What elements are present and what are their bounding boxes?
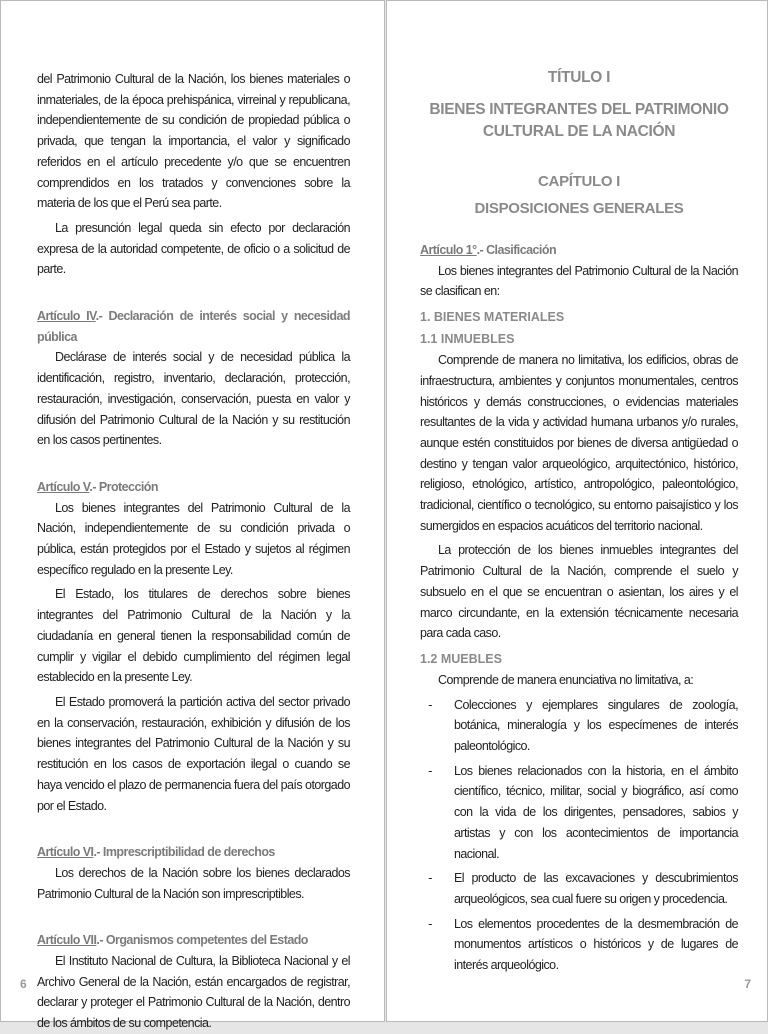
article-vii-paragraph: El Instituto Nacional de Cultura, la Biblioteca Nacional y el Archivo General de la Nación, están encargados de registrar, declarar y proteger el Patrimonio Cultural de la Nación, dentro de los ámbitos de su competencia. xyxy=(37,954,350,1031)
list-item xyxy=(420,914,738,976)
article-vi-heading xyxy=(37,842,350,863)
article-v-paragraph-2: El Estado, los titulares de derechos sobre bienes integrantes del Patrimonio Cultural de la Nación y la ciudadanía en general tienen la responsabilidad común de cumplir y vigilar el debido cumplimiento del régimen legal establecido en la presente Ley. xyxy=(37,587,350,685)
continued-paragraph: del Patrimonio Cultural de la Nación, los bienes materiales o inmateriales, de la época prehispánica, virreinal y republicana, independientemente de su condición de propiedad pública o privada, que tengan la importancia, el valor y significado referidos en el artículo precedente y/o que se encuentren comprendidos en los tratados y convenciones sobre la materia de los que el Perú sea parte. xyxy=(37,72,350,211)
article-iv-label: Artículo IV xyxy=(37,309,96,324)
article-v-paragraph-3: El Estado promoverá la partición activa del sector privado en la conservación, restauración, exhibición y difusión de los bienes integrantes del Patrimonio Cultural de la Nación y su restitución en los casos de exportación ilegal o cuando se haya vencido el plazo de permanencia fuera del país otorgado por el Estado. xyxy=(37,694,350,813)
titulo-name-line-1: BIENES INTEGRANTES DEL PATRIMONIO xyxy=(429,101,729,118)
article-vi-paragraph: Los derechos de la Nación sobre los bienes declarados Patrimonio Cultural de la Nación son imprescriptibles. xyxy=(37,865,350,901)
muebles-list xyxy=(420,695,738,976)
titulo-name-line-2: CULTURAL DE LA NACIÓN xyxy=(482,123,676,140)
page-number-right: 7 xyxy=(744,977,751,991)
list-item xyxy=(420,868,738,909)
right-page xyxy=(386,0,768,1022)
presuncion-paragraph: La presunción legal queda sin efecto por declaración expresa de la autoridad competente, de oficio o a solicitud de parte. xyxy=(37,220,350,277)
article-vii-heading xyxy=(37,930,350,951)
article-v-label: Artículo V xyxy=(37,479,90,494)
section-muebles: 1.2 MUEBLES xyxy=(420,651,502,666)
left-column xyxy=(37,69,350,1034)
article-1-label: Artículo 1° xyxy=(420,243,477,257)
article-vii-label: Artículo VII xyxy=(37,933,97,948)
capitulo-heading: CAPÍTULO I xyxy=(538,173,620,190)
left-page xyxy=(0,0,385,1031)
article-1-heading xyxy=(420,240,738,261)
list-item-text: Colecciones y ejemplares singulares de zoología, botánica, mineralogía y los especímenes de interés paleontológico. xyxy=(454,697,738,754)
article-vi-title: .- Imprescriptibilidad de derechos xyxy=(93,845,275,860)
article-1-paragraph: Los bienes integrantes del Patrimonio Cultural de la Nación se clasifican en: xyxy=(420,263,738,299)
section-inmuebles: 1.1 INMUEBLES xyxy=(420,332,515,347)
inmuebles-paragraph-2: La protección de los bienes inmuebles integrantes del Patrimonio Cultural de la Nación, comprende el suelo y subsuelo en el que se encuentran o asientan, los aires y el marco circundante, en la extensión técnicamente necesaria para cada caso. xyxy=(420,543,738,641)
article-iv-paragraph: Declárase de interés social y de necesidad pública la identificación, registro, inventario, declaración, protección, restauración, investigación, conservación, puesta en valor y difusión del Patrimonio Cultural de la Nación y su restitución en los casos pertinentes. xyxy=(37,350,350,448)
capitulo-name: DISPOSICIONES GENERALES xyxy=(474,200,684,217)
list-item-text: El producto de las excavaciones y descubrimientos arqueológicos, sea cual fuere su origen y procedencia. xyxy=(454,871,738,906)
dash-bullet: - xyxy=(428,916,432,931)
inmuebles-paragraph-1: Comprende de manera no limitativa, los edificios, obras de infraestructura, ambientes y conjuntos monumentales, centros históricos y demás construcciones, o evidencias materiales resultantes de la vida y actividad humana urbanos y/o rurales, aunque estén constituidos por bienes de diversa antigüedad o destino y tengan valor arqueológico, arquitectónico, histórico, religioso, etnológico, artístico, antropológico, paleontológico, tradicional, científico o tecnológico, su entorno paisajístico y los sumergidos en espacios acuáticos del territorio nacional. xyxy=(420,353,738,533)
list-item xyxy=(420,761,738,865)
dash-bullet: - xyxy=(428,871,432,886)
article-vi-label: Artículo VI xyxy=(37,845,94,860)
article-iv-heading xyxy=(37,306,350,347)
muebles-intro: Comprende de manera enunciativa no limitativa, a: xyxy=(438,672,694,687)
section-bienes-materiales: 1. BIENES MATERIALES xyxy=(420,310,565,325)
list-item-text: Los elementos procedentes de la desmembración de monumentos artísticos o históricos y de lugares de interés arqueológico. xyxy=(454,916,738,973)
dash-bullet: - xyxy=(428,697,432,712)
titulo-heading: TÍTULO I xyxy=(547,69,611,86)
article-v-paragraph-1: Los bienes integrantes del Patrimonio Cultural de la Nación, independientemente de su condición privada o pública, están protegidos por el Estado y sujetos al régimen específico regulado en la presente Ley. xyxy=(37,500,350,577)
article-vii-title: .- Organismos competentes del Estado xyxy=(96,933,308,948)
article-v-title: .- Protección xyxy=(89,479,158,494)
dash-bullet: - xyxy=(428,763,432,778)
article-iv-title: .- Declaración de interés social y necesidad pública xyxy=(37,309,351,344)
right-column xyxy=(420,67,738,980)
article-v-heading xyxy=(37,477,350,498)
article-1-title: .- Clasificación xyxy=(476,243,557,257)
list-item-text: Los bienes relacionados con la historia, en el ámbito científico, técnico, militar, social y biográfico, así como con la vida de los dirigentes, pensadores, sabios y artistas y con los acontecimientos de importancia nacional. xyxy=(454,763,738,861)
list-item xyxy=(420,695,738,757)
page-number-left: 6 xyxy=(20,977,27,991)
